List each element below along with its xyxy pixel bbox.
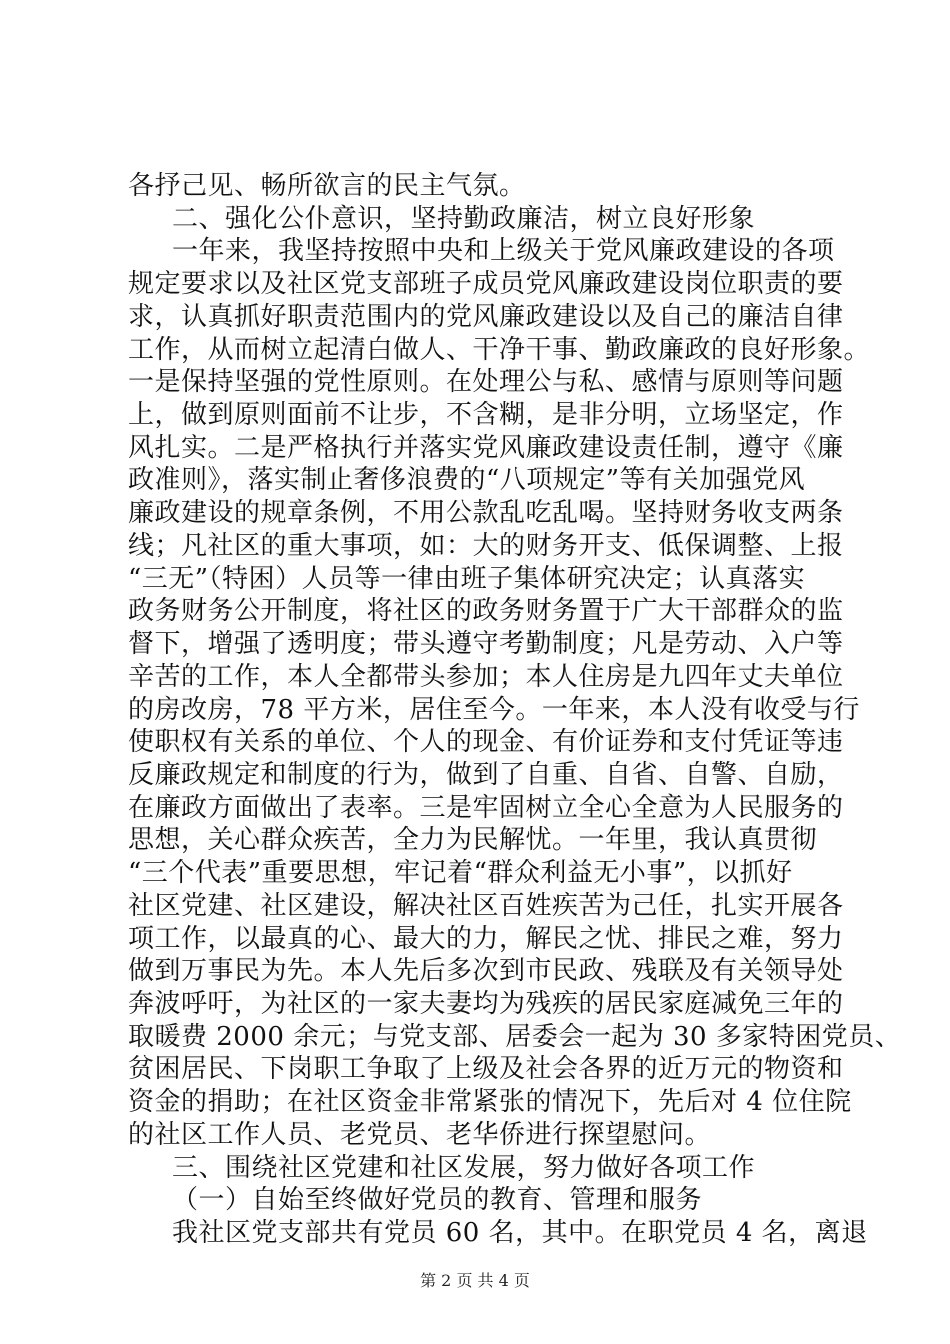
text-line: 督下，增强了透明度；带头遵守考勤制度；凡是劳动、入户等 xyxy=(128,629,844,659)
text-line: 规定要求以及社区党支部班子成员党风廉政建设岗位职责的要 xyxy=(128,269,844,299)
subsection-heading: （一）自始至终做好党员的教育、管理和服务 xyxy=(172,1185,703,1215)
text-line: 资金的捐助；在社区资金非常紧张的情况下，先后对 4 位住院 xyxy=(128,1087,852,1117)
text-line: 辛苦的工作，本人全都带头参加；本人住房是九四年丈夫单位 xyxy=(128,662,844,692)
page-number-footer: 第 2 页 共 4 页 xyxy=(420,1271,530,1290)
text-line: 一年来，我坚持按照中央和上级关于党风廉政建设的各项 xyxy=(172,236,835,266)
text-line: 思想，关心群众疾苦，全力为民解忧。一年里，我认真贯彻 xyxy=(128,825,818,855)
text-line: 廉政建设的规章条例，不用公款乱吃乱喝。坚持财务收支两条 xyxy=(128,498,844,528)
text-line: 的社区工作人员、老党员、老华侨进行探望慰问。 xyxy=(128,1120,712,1150)
text-line: 工作，从而树立起清白做人、干净干事、勤政廉政的良好形象。 xyxy=(128,335,871,365)
text-line: 政准则》，落实制止奢侈浪费的“八项规定”等有关加强党风 xyxy=(128,465,806,495)
text-line: 奔波呼吁，为社区的一家夫妻均为残疾的居民家庭减免三年的 xyxy=(128,989,844,1019)
text-line: 社区党建、社区建设，解决社区百姓疾苦为己任，扎实开展各 xyxy=(128,891,844,921)
text-line: 各抒己见、畅所欲言的民主气氛。 xyxy=(128,171,526,201)
text-line: “三无”（特困）人员等一律由班子集体研究决定；认真落实 xyxy=(128,564,806,594)
text-line: 做到万事民为先。本人先后多次到市民政、残联及有关领导处 xyxy=(128,956,844,986)
text-line: 取暖费 2000 余元；与党支部、居委会一起为 30 多家特困党员、 xyxy=(128,1022,902,1052)
text-line: “三个代表”重要思想，牢记着“群众利益无小事”，以抓好 xyxy=(128,858,793,888)
text-line: 一是保持坚强的党性原则。在处理公与私、感情与原则等问题 xyxy=(128,367,844,397)
text-line: 在廉政方面做出了表率。三是牢固树立全心全意为人民服务的 xyxy=(128,793,844,823)
text-line: 上，做到原则面前不让步，不含糊，是非分明，立场坚定，作 xyxy=(128,400,844,430)
section-heading: 三、围绕社区党建和社区发展，努力做好各项工作 xyxy=(172,1153,756,1183)
text-line: 贫困居民、下岗职工争取了上级及社会各界的近万元的物资和 xyxy=(128,1054,844,1084)
text-line: 反廉政规定和制度的行为，做到了自重、自省、自警、自励， xyxy=(128,760,844,790)
text-line: 我社区党支部共有党员 60 名，其中。在职党员 4 名，离退 xyxy=(172,1218,868,1248)
text-line: 项工作，以最真的心、最大的力，解民之忧、排民之难，努力 xyxy=(128,924,844,954)
text-line: 风扎实。二是严格执行并落实党风廉政建设责任制，遵守《廉 xyxy=(128,433,844,463)
text-line: 政务财务公开制度，将社区的政务财务置于广大干部群众的监 xyxy=(128,596,844,626)
text-line: 的房改房，78 平方米，居住至今。一年来，本人没有收受与行 xyxy=(128,695,860,725)
text-line: 线；凡社区的重大事项，如：大的财务开支、低保调整、上报 xyxy=(128,531,844,561)
section-heading: 二、强化公仆意识，坚持勤政廉洁，树立良好形象 xyxy=(172,204,756,234)
text-line: 使职权有关系的单位、个人的现金、有价证券和支付凭证等违 xyxy=(128,727,844,757)
text-line: 求，认真抓好职责范围内的党风廉政建设以及自己的廉洁自律 xyxy=(128,302,844,332)
